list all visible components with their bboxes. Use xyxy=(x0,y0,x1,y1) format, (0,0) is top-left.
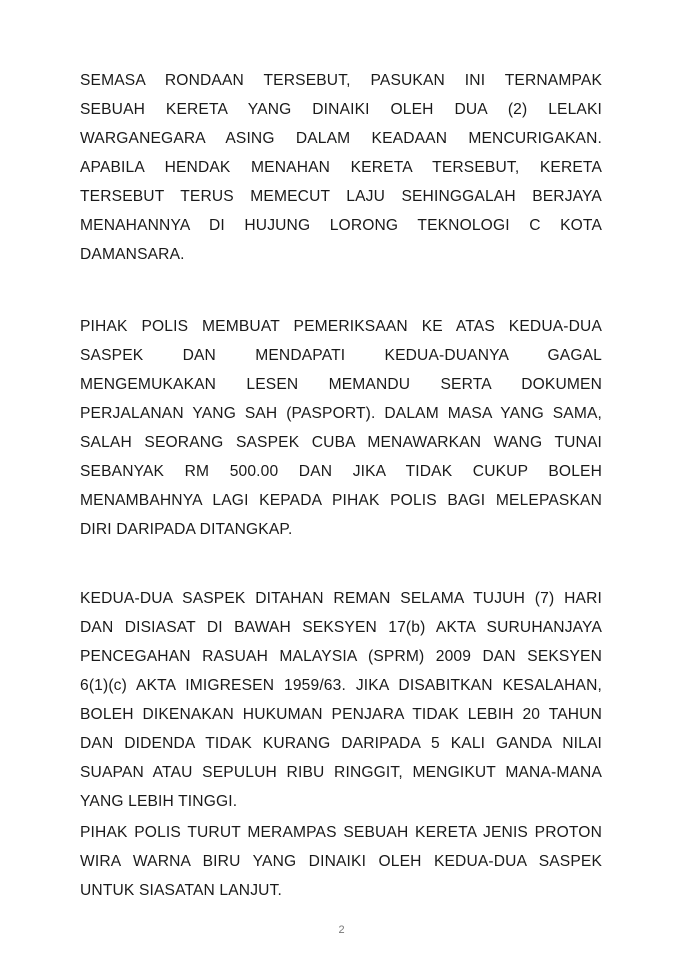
paragraph-line: BOLEH DIKENAKAN HUKUMAN PENJARA TIDAK LEBIH 20 TAHUN xyxy=(80,706,602,723)
paragraph-1 xyxy=(80,66,602,269)
paragraph-4 xyxy=(80,818,602,905)
paragraph-line: WIRA WARNA BIRU YANG DINAIKI OLEH KEDUA-DUA SASPEK xyxy=(80,853,602,870)
paragraph-line: PENCEGAHAN RASUAH MALAYSIA (SPRM) 2009 DAN SEKSYEN xyxy=(80,648,602,665)
paragraph-line: DIRI DARIPADA DITANGKAP. xyxy=(80,521,293,538)
page-number: 2 xyxy=(338,924,345,936)
paragraph-line: MENAMBAHNYA LAGI KEPADA PIHAK POLIS BAGI MELEPASKAN xyxy=(80,492,602,509)
paragraph-line: YANG LEBIH TINGGI. xyxy=(80,793,238,810)
paragraph-line: SASPEK DAN MENDAPATI KEDUA-DUANYA GAGAL xyxy=(80,347,602,364)
paragraph-line: PIHAK POLIS TURUT MERAMPAS SEBUAH KERETA JENIS PROTON xyxy=(80,824,602,841)
paragraph-line: TERSEBUT TERUS MEMECUT LAJU SEHINGGALAH BERJAYA xyxy=(80,188,602,205)
paragraph-line: DAN DISIASAT DI BAWAH SEKSYEN 17(b) AKTA SURUHANJAYA xyxy=(80,619,602,636)
paragraph-line: MENAHANNYA DI HUJUNG LORONG TEKNOLOGI C KOTA xyxy=(80,217,602,234)
paragraph-line: KEDUA-DUA SASPEK DITAHAN REMAN SELAMA TUJUH (7) HARI xyxy=(80,590,602,607)
paragraph-line: DAN DIDENDA TIDAK KURANG DARIPADA 5 KALI GANDA NILAI xyxy=(80,735,602,752)
paragraph-line: PERJALANAN YANG SAH (PASPORT). DALAM MASA YANG SAMA, xyxy=(80,405,602,422)
paragraph-line: 6(1)(c) AKTA IMIGRESEN 1959/63. JIKA DISABITKAN KESALAHAN, xyxy=(80,677,602,694)
paragraph-line: SEMASA RONDAAN TERSEBUT, PASUKAN INI TERNAMPAK xyxy=(80,72,602,89)
paragraph-line: SEBUAH KERETA YANG DINAIKI OLEH DUA (2) LELAKI xyxy=(80,101,602,118)
paragraph-line: APABILA HENDAK MENAHAN KERETA TERSEBUT, KERETA xyxy=(80,159,602,176)
paragraph-line: PIHAK POLIS MEMBUAT PEMERIKSAAN KE ATAS KEDUA-DUA xyxy=(80,318,602,335)
paragraph-line: SUAPAN ATAU SEPULUH RIBU RINGGIT, MENGIKUT MANA-MANA xyxy=(80,764,602,781)
paragraph-line: DAMANSARA. xyxy=(80,246,185,263)
paragraph-line: UNTUK SIASATAN LANJUT. xyxy=(80,882,283,899)
paragraph-line: SEBANYAK RM 500.00 DAN JIKA TIDAK CUKUP BOLEH xyxy=(80,463,602,480)
paragraph-line: SALAH SEORANG SASPEK CUBA MENAWARKAN WANG TUNAI xyxy=(80,434,602,451)
paragraph-line: MENGEMUKAKAN LESEN MEMANDU SERTA DOKUMEN xyxy=(80,376,602,393)
paragraph-line: WARGANEGARA ASING DALAM KEADAAN MENCURIGAKAN. xyxy=(80,130,602,147)
paragraph-3 xyxy=(80,584,602,816)
paragraph-2 xyxy=(80,312,602,544)
